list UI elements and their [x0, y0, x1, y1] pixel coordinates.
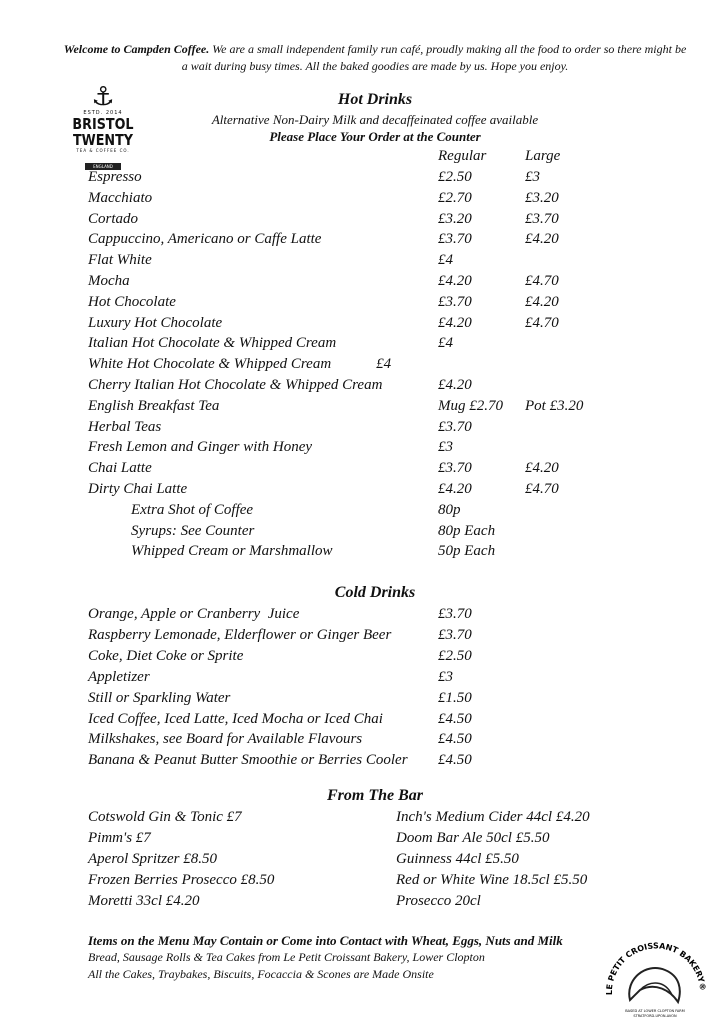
- item-price-regular: £4.20: [438, 273, 472, 289]
- item-name: Cherry Italian Hot Chocolate & Whipped Cream: [88, 377, 383, 393]
- item-name: Appletizer: [88, 668, 150, 685]
- item-price-large: £3.20: [525, 189, 559, 206]
- item-name: Syrups: See Counter: [131, 522, 255, 539]
- le-petit-croissant-logo: [600, 940, 710, 1020]
- footer-line-2: Bread, Sausage Rolls & Tea Cakes from Le Petit Croissant Bakery, Lower Clopton: [88, 950, 485, 964]
- item-price: 80p: [438, 501, 461, 518]
- hot-drinks-note: Alternative Non-Dairy Milk and decaffeinated coffee available: [211, 112, 539, 127]
- item-name: English Breakfast Tea: [88, 397, 220, 414]
- item-name: Cappuccino, Americano or Caffe Latte: [88, 231, 322, 248]
- item-name: Fresh Lemon and Ginger with Honey: [88, 439, 313, 456]
- bar-item: Guinness 44cl £5.50: [396, 850, 519, 867]
- item-name: Espresso: [88, 169, 142, 185]
- item-name: Dirty Chai Latte: [88, 481, 188, 497]
- item-price-regular: £4.20: [438, 314, 472, 331]
- item-price-regular: £4: [438, 335, 453, 352]
- item-name: Macchiato: [88, 189, 153, 206]
- item-price: £4.50: [438, 752, 472, 769]
- item-name: Raspberry Lemonade, Elderflower or Ginger Beer: [88, 626, 392, 643]
- item-price-regular: £3.70: [438, 418, 472, 435]
- item-price: £4.50: [438, 731, 472, 748]
- bar-item: Frozen Berries Prosecco £8.50: [88, 871, 275, 888]
- item-price-regular: £3.20: [438, 210, 472, 227]
- item-name: Coke, Diet Coke or Sprite: [88, 647, 244, 664]
- item-name: Italian Hot Chocolate & Whipped Cream: [88, 335, 337, 352]
- footer-line-3: All the Cakes, Traybakes, Biscuits, Focaccia & Scones are Made Onsite: [88, 967, 434, 981]
- item-price-large: £4.20: [525, 460, 559, 477]
- bar-item: Aperol Spritzer £8.50: [88, 850, 218, 867]
- hot-drinks-heading: Hot Drinks: [337, 91, 413, 108]
- item-price-regular: £4: [438, 252, 453, 269]
- item-price-regular: £3.70: [438, 460, 472, 477]
- welcome-title: Welcome to Campden Coffee.: [63, 42, 210, 56]
- bar-item: Prosecco 20cl: [396, 892, 481, 909]
- bar-item: Cotswold Gin & Tonic £7: [88, 809, 242, 825]
- bar-item: Inch's Medium Cider 44cl £4.20: [396, 809, 590, 825]
- item-price: 50p Each: [438, 543, 496, 560]
- svg-text:LE PETIT CROISSANT BAKERY®: LE PETIT CROISSANT BAKERY®: [604, 941, 708, 996]
- item-price-large: Pot £3.20: [525, 397, 584, 414]
- item-price-large: £3: [525, 169, 540, 185]
- item-name: Luxury Hot Chocolate: [88, 314, 223, 331]
- bar-item: Pimm's £7: [88, 829, 151, 846]
- item-name: Chai Latte: [88, 460, 152, 477]
- bar-item: Doom Bar Ale 50cl £5.50: [396, 829, 550, 846]
- item-name: Herbal Teas: [88, 418, 162, 435]
- item-price: £3.70: [438, 626, 472, 643]
- item-price-large: £4.70: [525, 481, 559, 497]
- anchor-icon: ⚓: [91, 82, 115, 112]
- item-price-regular: £2.70: [438, 189, 472, 206]
- item-price-regular: £4.20: [438, 377, 472, 393]
- svg-text:BASED AT LOWER CLOPTON FARM: BASED AT LOWER CLOPTON FARM: [625, 1009, 685, 1013]
- item-name: Mocha: [88, 273, 130, 289]
- logo-ribbon: ENGLAND: [85, 163, 121, 170]
- item-price: £3.70: [438, 606, 472, 622]
- item-name: Banana & Peanut Butter Smoothie or Berries Cooler: [88, 752, 408, 769]
- item-price-regular: £3.70: [438, 231, 472, 248]
- order-note: Please Place Your Order at the Counter: [269, 129, 481, 144]
- item-name: Cortado: [88, 210, 139, 227]
- item-price: £4.50: [438, 710, 472, 727]
- item-name: Milkshakes, see Board for Available Flavours: [88, 731, 363, 748]
- item-name: Extra Shot of Coffee: [131, 501, 254, 518]
- item-price-regular: £4.20: [438, 481, 472, 497]
- item-price-regular: Mug £2.70: [438, 397, 503, 414]
- item-price-large: £3.70: [525, 210, 559, 227]
- logo-sub: TEA & COFFEE CO.: [76, 148, 130, 153]
- item-price-large: £4.70: [525, 314, 559, 331]
- cold-drinks-heading: Cold Drinks: [334, 584, 416, 601]
- welcome-text: [60, 41, 690, 75]
- item-price-large: £4.20: [525, 293, 559, 310]
- item-name: Iced Coffee, Iced Latte, Iced Mocha or Iced Chai: [88, 710, 383, 727]
- item-name: Orange, Apple or Cranberry Juice: [88, 606, 300, 622]
- item-price-large: £4.20: [525, 231, 559, 248]
- item-price-regular: £3: [438, 439, 453, 456]
- item-name: Still or Sparkling Water: [88, 689, 231, 706]
- svg-text:STRATFORD-UPON-AVON: STRATFORD-UPON-AVON: [633, 1014, 677, 1018]
- item-name: Flat White: [88, 252, 152, 269]
- item-price-regular: £3.70: [438, 293, 472, 310]
- item-price: £1.50: [438, 689, 472, 706]
- logo-name: BRISTOL TWENTY: [72, 115, 134, 149]
- welcome-body: We are a small independent family run café, proudly making all the food to order so there might be a wait during busy times. All the baked goodies are made by us. Hope you enjoy.: [181, 42, 687, 73]
- item-name: Hot Chocolate: [88, 293, 176, 310]
- bar-item: Moretti 33cl £4.20: [88, 892, 200, 909]
- item-price: 80p Each: [438, 522, 496, 539]
- bar-heading: From The Bar: [326, 787, 423, 804]
- item-price-regular: £2.50: [438, 169, 472, 185]
- item-price-large: £4.70: [525, 273, 559, 289]
- allergen-notice: Items on the Menu May Contain or Come into Contact with Wheat, Eggs, Nuts and Milk: [88, 933, 563, 948]
- item-price: £2.50: [438, 647, 472, 664]
- item-name: White Hot Chocolate & Whipped Cream £4: [88, 356, 392, 373]
- item-price: £3: [438, 668, 453, 685]
- col-large: Large: [525, 148, 561, 164]
- bar-item: Red or White Wine 18.5cl £5.50: [396, 871, 588, 888]
- col-regular: Regular: [438, 148, 487, 164]
- logo-estd: ESTD. 2014: [83, 110, 123, 116]
- item-name: Whipped Cream or Marshmallow: [131, 543, 333, 560]
